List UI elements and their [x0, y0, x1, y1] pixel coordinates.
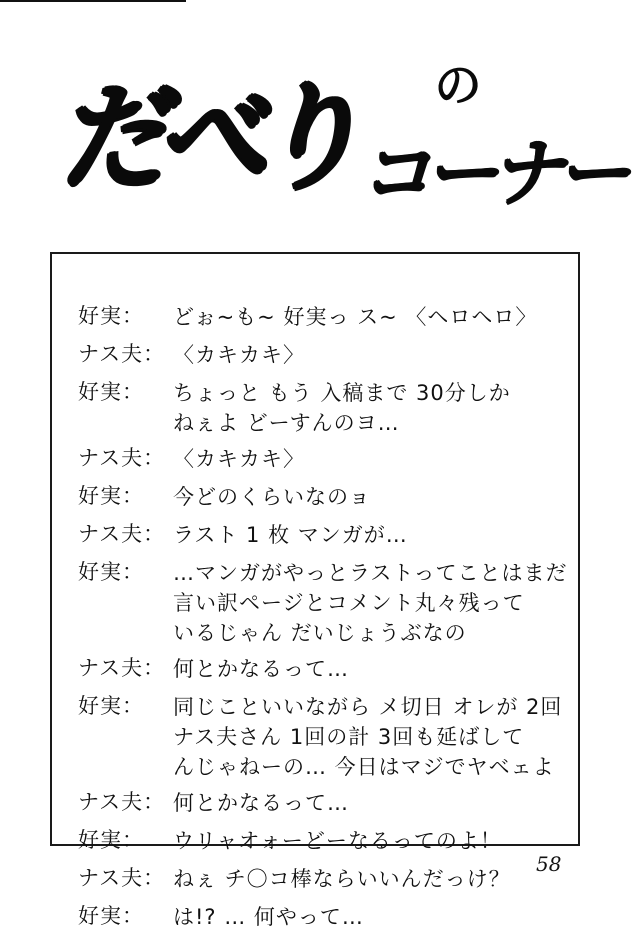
speaker-name: 好実：	[78, 904, 144, 928]
speaker-name: 好実：	[78, 304, 144, 328]
speech-line: ウリャオォーどーなるってのよ！	[173, 829, 502, 853]
speech-text	[173, 788, 568, 818]
speech-text	[173, 302, 568, 332]
speech-text	[173, 378, 568, 438]
page-number: 58	[536, 852, 562, 876]
speech-line: ねぇ チ〇コ棒ならいいんだっけ？	[173, 867, 511, 891]
speaker-name: ナス夫：	[78, 522, 166, 546]
speech-line: どぉ~も~ 好実っ ス~ 〈ヘロヘロ〉	[173, 305, 538, 329]
speech-line: ナス夫さん 1回の計 3回も延ばして	[173, 725, 525, 749]
dialogue-line	[78, 788, 568, 818]
speech-line: は!? … 何やって…	[173, 905, 364, 929]
dialogue-line	[78, 654, 568, 684]
speech-line: 言い訳ページとコメント丸々残って	[173, 591, 525, 615]
speaker-name: ナス夫：	[78, 342, 166, 366]
title-main-text: だべり	[55, 70, 374, 206]
speech-line: 今どのくらいなのョ	[173, 485, 371, 509]
dialogue-line	[78, 558, 568, 648]
speaker-name: ナス夫：	[78, 446, 166, 470]
dialogue-line	[78, 482, 568, 512]
dialogue-line	[78, 902, 568, 932]
speaker-name: 好実：	[78, 828, 144, 852]
speech-text	[173, 558, 568, 648]
speech-line: 何とかなるって…	[173, 791, 349, 815]
speech-line: 〈カキカキ〉	[173, 447, 305, 471]
top-rule	[0, 0, 186, 2]
speech-text	[173, 482, 568, 512]
dialogue-line	[78, 444, 568, 474]
speech-text	[173, 826, 568, 856]
dialogue-line	[78, 826, 568, 856]
dialogue-line	[78, 520, 568, 550]
speaker-name: ナス夫：	[78, 790, 166, 814]
speaker-name: ナス夫：	[78, 866, 166, 890]
speech-text	[173, 692, 568, 782]
dialogue-line	[78, 378, 568, 438]
speech-text	[173, 654, 568, 684]
speech-line: 〈カキカキ〉	[173, 343, 305, 367]
speech-line: んじゃねーの… 今日はマジでヤベェよ	[173, 755, 555, 779]
speech-text	[173, 520, 568, 550]
title-particle-text: の	[431, 55, 485, 117]
speech-line: いるじゃん だいじょうぶなの	[173, 621, 467, 645]
speech-text	[173, 902, 568, 932]
dialogue-line	[78, 692, 568, 782]
speaker-name: 好実：	[78, 560, 144, 584]
dialogue-line	[78, 864, 568, 894]
speech-text	[173, 340, 568, 370]
speaker-name: 好実：	[78, 484, 144, 508]
speech-line: ラスト 1 枚 マンガが…	[173, 523, 408, 547]
page-title	[55, 55, 635, 242]
speech-line: …マンガがやっとラストってことはまだ	[173, 561, 568, 585]
speech-line: ちょっと もう 入稿まで 30分しか	[173, 381, 511, 405]
speech-line: 何とかなるって…	[173, 657, 349, 681]
speech-line: ねぇよ どーすんのヨ…	[173, 411, 400, 435]
dialogue-list	[78, 302, 568, 940]
speaker-name: 好実：	[78, 694, 144, 718]
speech-text	[173, 444, 568, 474]
dialogue-line	[78, 302, 568, 332]
speaker-name: ナス夫：	[78, 656, 166, 680]
dialogue-line	[78, 340, 568, 370]
speech-text	[173, 864, 568, 894]
title-corner-text: コーナー	[357, 130, 635, 216]
speech-line: 同じこといいながら メ切日 オレが 2回	[173, 695, 563, 719]
speaker-name: 好実：	[78, 380, 144, 404]
